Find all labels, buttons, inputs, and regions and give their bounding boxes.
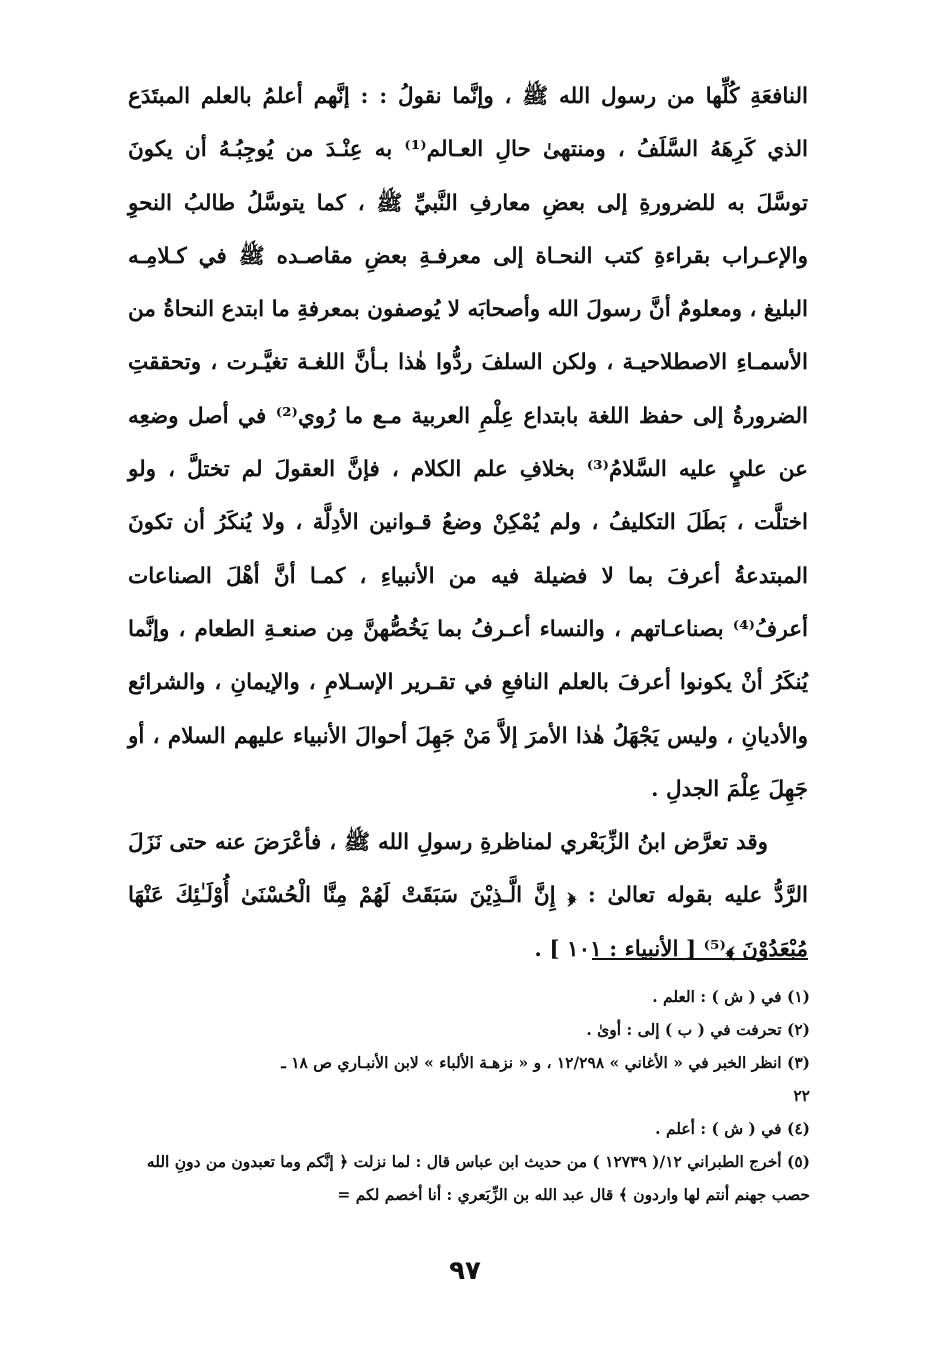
body-paragraph: وقد تعرَّض ابنُ الزِّبَعْري لمناظرةِ رسولِ الله ﷺ ، فأعْرَضَ عنه حتى نَزَلَ الرَّدُّ عليه بقوله تعالىٰ : ﴿ إِنَّ الَّـذِيْنَ سَبَقَتْ لَهُمْ مِنَّا الْحُسْنَىٰ أُوْلَـٰئِكَ عَنْهَا مُبْعَدُوْنَ ﴾⁽⁵⁾ [ الأنبياء : ١٠١ ] .	[128, 830, 808, 962]
footnote: (٥) أخرج الطبراني ١٢/( ١٢٧٣٩ ) من حديث ابن عباس قال : لما نزلت ﴿ إنَّكم وما تعبدون من دونِ الله حصب جهنم أنتم لها واردون ﴾ قال عبد الله بن الزِّبَعري : أنا أخصم لكم =	[146, 1152, 810, 1204]
footnote-continuation: ٢٢	[793, 1086, 810, 1105]
footnotes	[110, 980, 810, 1211]
footnote: (٤) في ( ش ) : أعلم .	[655, 1119, 810, 1138]
footnote: (١) في ( ش ) : العلم .	[652, 987, 810, 1006]
page-number: ٩٧	[449, 1256, 481, 1286]
main-text	[128, 70, 808, 976]
body-paragraph: النافعَةِ كُلِّها من رسول الله ﷺ ، وإنَّما نقولُ : : إنَّهم أعلمُ بالعلم المبتَدَع الذي كَرِهَهُ السَّلَفُ ، ومنتهىٰ حالِ العـالم⁽¹⁾ به عِنْـدَ من يُوجِبُـهُ أن يكونَ توسَّلَ به للضرورةِ إلى بعضِ معارفِ النَّبيِّ ﷺ ، كما يتوسَّلُ طالبُ النحوِ والإعـراب بقراءةِ كتب النحـاة إلى معرفـةِ بعضِ مقاصـده ﷺ في كـلامِـه البليغ ، ومعلومٌ أنَّ رسولَ الله وأصحابَه لا يُوصفون بمعرفةِ ما ابتدع النحاةُ من الأسمـاءِ الاصطلاحيـة ، ولكن السلفَ ردُّوا هٰذا بـأنَّ اللغـة تغيَّـرت ، وتحققتِ الضرورةُ إلى حفظ اللغة بابتداع عِلْمِ العربية مـع ما رُوي⁽²⁾ في أصل وضعِه عن عليٍ عليه السَّلامُ⁽³⁾ بخلافِ علم الكلام ، فإنَّ العقولَ لم تختلَّ ، ولو اختلَّت ، بَطَلَ التكليفُ ، ولم يُمْكِنْ وضعُ قـوانين الأدِلَّة ، ولا يُنكَرُ أن تكونَ المبتدعةُ أعرفَ بما لا فضيلة فيه من الأنبياءِ ، كمـا أنَّ أهْلَ الصناعات أعرفُ⁽⁴⁾ بصناعـاتهم ، والنساء أعـرفُ بما يَخُصُّهنَّ مِن صنعـةِ الطعام ، وإنَّما يُنكَرُ أنْ يكونوا أعرفَ بالعلم النافعِ في تقـرير الإسـلامِ ، والإيمانِ ، والشرائع والأديانِ ، وليس يَجْهَلُ هٰذا الأمرَ إلاَّ مَنْ جَهِلَ أحوالَ الأنبياء عليهم السلام ، أو جَهِلَ عِلْمَ الجدلِ .	[128, 84, 808, 802]
footnote-divider	[592, 958, 808, 960]
footnote: (٣) انظر الخبر في « الأغاني » ١٢/٢٩٨ ، و « نزهـة الألباء » لابن الأنبـاري ص ١٨ ـ	[281, 1053, 810, 1072]
footnote: (٢) تحرفت في ( ب ) إلى : أوىٰ .	[586, 1020, 810, 1039]
